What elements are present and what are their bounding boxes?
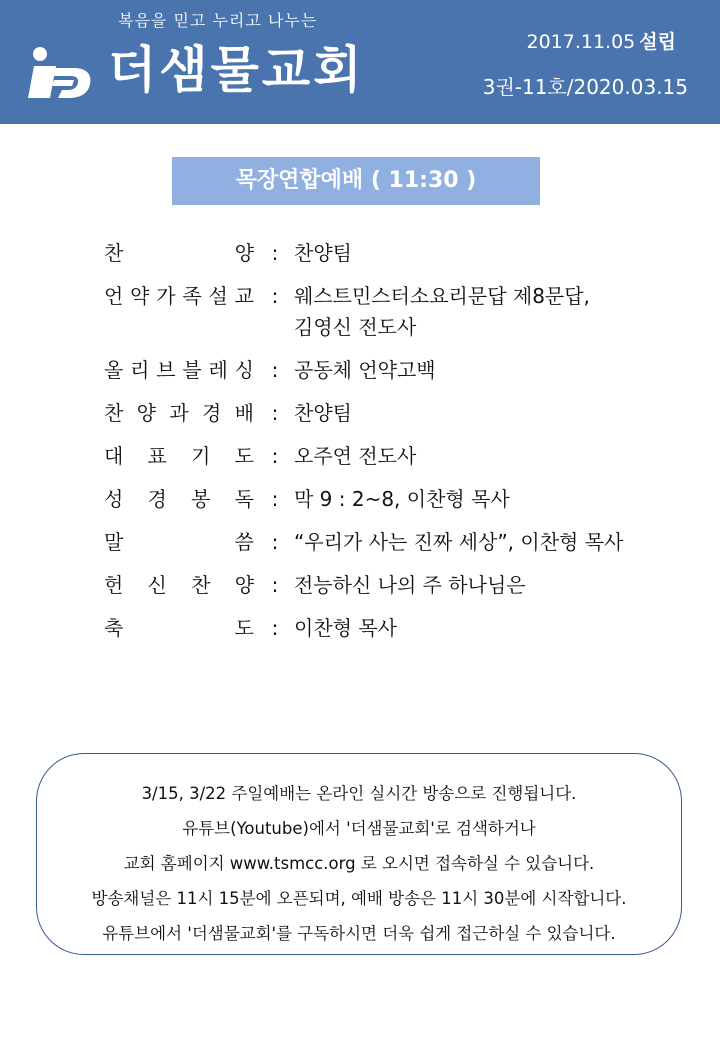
order-colon: : [271,444,279,468]
order-item-label [104,570,254,601]
order-item [104,281,704,343]
order-item-value: 찬양팀 [294,401,352,425]
order-label-char: 양 [234,573,254,597]
order-label-char: 레 [208,358,228,382]
order-colon: : [271,487,279,511]
broadcast-notice [36,753,682,955]
order-label-char: 찬 [104,401,124,425]
order-label-char: 대 [104,444,124,468]
order-label-char: 씀 [234,530,254,554]
order-item [104,355,704,386]
order-label-char: 리 [130,358,150,382]
order-label-char: 표 [147,444,167,468]
established-info [526,27,676,54]
order-item-value: 막 9 : 2~8, 이찬형 목사 [294,487,510,511]
order-label-char: 가 [156,284,176,308]
order-item [104,238,704,269]
order-colon: : [271,573,279,597]
issue-number: 3권-11호/2020.03.15 [482,75,688,99]
order-label-char: 싱 [234,358,254,382]
order-label-char: 교 [234,284,254,308]
order-item-value: 오주연 전도사 [294,444,417,468]
order-label-char: 말 [104,530,124,554]
order-label-char: 설 [208,284,228,308]
order-colon: : [271,284,279,308]
order-item-label [104,613,254,644]
order-label-char: 기 [191,444,211,468]
notice-line: 방송채널은 11시 15분에 오픈되며, 예배 방송은 11시 30분에 시작합니다. [91,889,627,908]
notice-line: 3/15, 3/22 주일예배는 온라인 실시간 방송으로 진행됩니다. [141,784,577,803]
notice-line: 유튜브(Youtube)에서 '더샘물교회'로 검색하거나 [182,819,536,838]
order-item-value: 웨스트민스터소요리문답 제8문답, 김영신 전도사 [294,284,590,339]
order-item-label [104,484,254,515]
order-label-char: 신 [147,573,167,597]
order-label-char: 성 [104,487,124,511]
order-label-char: 브 [156,358,176,382]
order-item [104,613,704,644]
established-date: 2017.11.05 [526,31,636,53]
order-label-char: 약 [130,284,150,308]
order-label-char: 헌 [104,573,124,597]
order-item [104,570,704,601]
order-label-char: 양 [136,401,156,425]
order-item-value: “우리가 사는 진짜 세상”, 이찬형 목사 [294,530,624,554]
order-item-label [104,281,254,312]
order-item-value: 전능하신 나의 주 하나님은 [294,573,526,597]
order-label-char: 도 [234,444,254,468]
order-item-label [104,238,254,269]
order-colon: : [271,401,279,425]
order-item-label [104,441,254,472]
order-colon: : [271,616,279,640]
order-item [104,484,704,515]
church-tagline: 복음을 믿고 누리고 나누는 [118,11,318,30]
order-label-char: 족 [182,284,202,308]
order-colon: : [271,241,279,265]
order-label-char: 언 [104,284,124,308]
order-item-label [104,398,254,429]
order-label-char: 과 [169,401,189,425]
order-item-label [104,355,254,386]
order-label-char: 배 [234,401,254,425]
order-colon: : [271,358,279,382]
order-label-char: 도 [234,616,254,640]
notice-line: 교회 홈페이지 www.tsmcc.org 로 오시면 접속하실 수 있습니다. [123,854,595,873]
order-label-char: 경 [147,487,167,511]
church-name: 더샘물교회 [108,41,365,99]
order-item-value: 이찬형 목사 [294,616,397,640]
order-item-value: 공동체 언약고백 [294,358,436,382]
order-label-char: 축 [104,616,124,640]
order-label-char: 경 [201,401,222,425]
order-label-char: 독 [234,487,254,511]
established-label: 설립 [639,31,676,53]
order-label-char: 양 [234,241,254,265]
order-item-value: 찬양팀 [294,241,352,265]
order-colon: : [271,530,279,554]
order-item [104,398,704,429]
order-item [104,527,704,558]
church-logo-icon [22,46,94,104]
order-label-char: 블 [182,358,202,382]
order-item-label [104,527,254,558]
order-label-char: 봉 [191,487,211,511]
service-title: 목장연합예배 ( 11:30 ) [172,157,540,205]
notice-line: 유튜브에서 '더샘물교회'를 구독하시면 더욱 쉽게 접근하실 수 있습니다. [102,924,616,943]
order-label-char: 찬 [104,241,124,265]
order-label-char: 올 [104,358,124,382]
order-label-char: 찬 [191,573,211,597]
bulletin-header [0,0,720,124]
worship-order-list [104,238,704,656]
order-item [104,441,704,472]
